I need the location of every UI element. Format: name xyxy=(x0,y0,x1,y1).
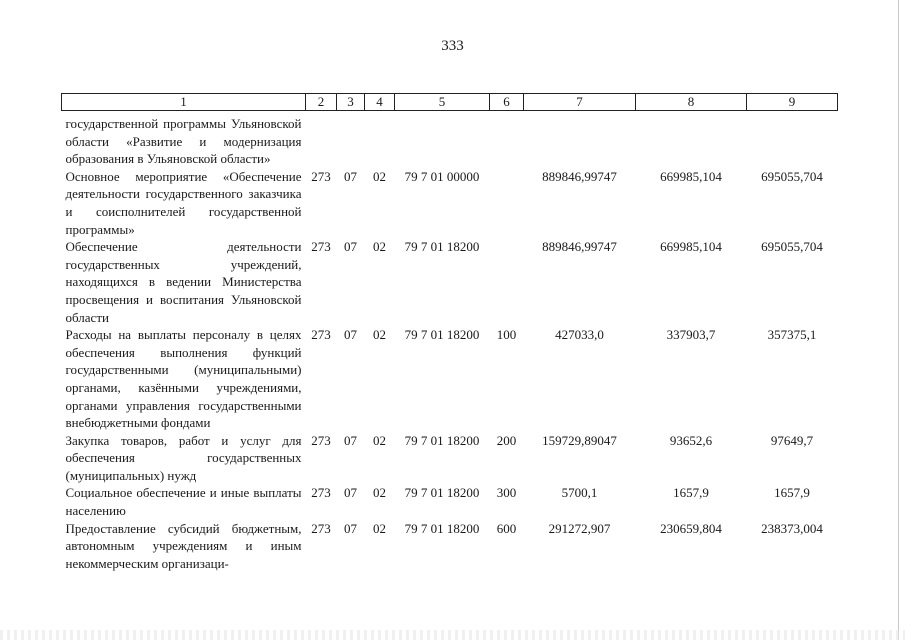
header-col-3: 3 xyxy=(337,94,365,111)
row-amount-col7 xyxy=(524,111,636,168)
row-amount-col7: 427033,0 xyxy=(555,327,604,343)
header-col-2: 2 xyxy=(306,94,337,111)
row-amount-col8: 1657,9 xyxy=(673,485,709,501)
row-amount-col8: 93652,6 xyxy=(669,432,713,448)
row-subsection: 02 xyxy=(373,239,386,255)
row-ministry-code: 273 xyxy=(311,239,331,255)
page-number: 333 xyxy=(441,38,464,54)
row-section: 07 xyxy=(344,168,357,184)
row-expense-type: 200 xyxy=(496,432,517,448)
header-col-5: 5 xyxy=(395,94,490,111)
row-amount-col7: 159729,89047 xyxy=(542,432,617,448)
row-ministry-code: 273 xyxy=(311,485,331,501)
row-ministry-code: 273 xyxy=(311,327,331,343)
table-row xyxy=(62,484,838,519)
row-name: Предоставление субсидий бюджетным, автономным учреждениям и иным некоммерческим организаци- xyxy=(65,520,302,571)
row-ministry-code xyxy=(306,111,337,168)
row-amount-col7: 889846,99747 xyxy=(542,239,617,255)
row-ministry-code: 273 xyxy=(311,520,331,536)
header-col-1: 1 xyxy=(62,94,306,111)
row-amount-col9: 97649,7 xyxy=(770,432,814,448)
row-target-article: 79 7 01 18200 xyxy=(404,432,480,448)
row-subsection: 02 xyxy=(373,485,386,501)
table-row xyxy=(62,168,838,238)
row-amount-col8 xyxy=(636,111,747,168)
row-section xyxy=(337,111,365,168)
row-target-article: 79 7 01 18200 xyxy=(404,327,480,343)
row-expense-type: 300 xyxy=(496,485,517,501)
header-col-4: 4 xyxy=(365,94,395,111)
table-row xyxy=(62,520,838,573)
row-amount-col7: 889846,99747 xyxy=(542,168,617,184)
row-ministry-code: 273 xyxy=(311,168,331,184)
page-edge-line xyxy=(898,0,899,640)
table-header-row xyxy=(62,94,838,111)
row-section: 07 xyxy=(344,327,357,343)
row-amount-col9: 357375,1 xyxy=(767,327,817,343)
header-col-8: 8 xyxy=(636,94,747,111)
row-expense-type xyxy=(490,238,524,326)
row-name: Расходы на выплаты персоналу в целях обеспечения выполнения функций государственными (муниципальными) органами, казёнными учреждениями, органами управления государственными внебюджетными фондами xyxy=(65,327,302,431)
row-expense-type: 600 xyxy=(496,520,517,536)
row-section: 07 xyxy=(344,520,357,536)
row-target-article: 79 7 01 00000 xyxy=(404,168,480,184)
row-target-article: 79 7 01 18200 xyxy=(404,239,480,255)
table-row xyxy=(62,238,838,326)
row-amount-col8: 230659,804 xyxy=(660,520,722,536)
row-amount-col7: 291272,907 xyxy=(548,520,611,536)
row-section: 07 xyxy=(344,239,357,255)
row-section: 07 xyxy=(344,432,357,448)
header-col-9: 9 xyxy=(747,94,838,111)
row-amount-col8: 669985,104 xyxy=(660,168,722,184)
row-name: Социальное обеспечение и иные выплаты населению xyxy=(65,485,302,519)
row-target-article: 79 7 01 18200 xyxy=(404,520,480,536)
row-section: 07 xyxy=(344,485,357,501)
row-subsection: 02 xyxy=(373,327,386,343)
header-col-6: 6 xyxy=(490,94,524,111)
row-amount-col9: 1657,9 xyxy=(774,485,810,501)
row-name: Основное мероприятие «Обеспечение деятельности государственного заказчика и соисполнителей государственной программы» xyxy=(65,168,302,237)
row-amount-col8: 337903,7 xyxy=(666,327,716,343)
row-expense-type: 100 xyxy=(496,327,517,343)
row-subsection: 02 xyxy=(373,520,386,536)
table-row xyxy=(62,111,838,168)
row-subsection xyxy=(365,111,395,168)
row-amount-col9: 695055,704 xyxy=(761,239,823,255)
row-amount-col9 xyxy=(747,111,838,168)
row-amount-col9: 238373,004 xyxy=(761,520,823,536)
row-target-article xyxy=(395,111,490,168)
row-amount-col8: 669985,104 xyxy=(660,239,722,255)
table-row xyxy=(62,432,838,485)
budget-table xyxy=(61,93,838,572)
header-col-7: 7 xyxy=(524,94,636,111)
row-name: Закупка товаров, работ и услуг для обеспечения государственных (муниципальных) нужд xyxy=(65,432,302,483)
row-subsection: 02 xyxy=(373,168,386,184)
row-name: Обеспечение деятельности государственных учреждений, находящихся в ведении Министерства просвещения и воспитания Ульяновской области xyxy=(65,239,302,325)
row-amount-col7: 5700,1 xyxy=(561,485,598,501)
row-expense-type xyxy=(490,168,524,238)
row-amount-col9: 695055,704 xyxy=(761,168,823,184)
row-target-article: 79 7 01 18200 xyxy=(404,485,480,501)
row-expense-type xyxy=(490,111,524,168)
row-ministry-code: 273 xyxy=(311,432,331,448)
row-subsection: 02 xyxy=(373,432,386,448)
scan-edge-noise xyxy=(0,630,905,640)
row-name: государственной программы Ульяновской области «Развитие и модернизация образования в Ульяновской области» xyxy=(65,116,302,167)
table-row xyxy=(62,326,838,432)
